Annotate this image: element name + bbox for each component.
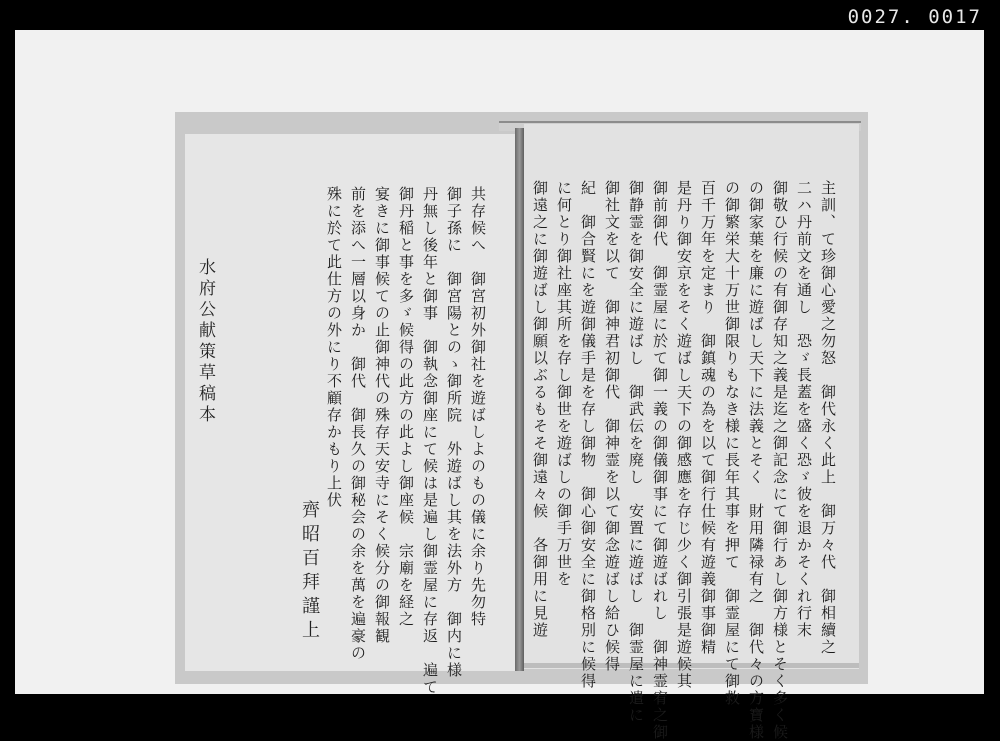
photo-mount: [15, 30, 984, 741]
right-page-column: 是丹り御安京をそく遊ばし天下の御感應を存じ少く御引張是遊候其: [675, 180, 693, 690]
signature: 齊昭百拜謹上: [299, 500, 320, 644]
left-page-column: 共存候へ 御宮初外御社を遊ばしよのもの儀に余り先勿特: [469, 186, 487, 628]
right-page-column: 御遠之に御遊ばし御願以ぶるもそそ御遠々候 各御用に見遊: [531, 180, 549, 639]
book-spine: [515, 128, 524, 671]
right-page-column: 主訓、て珍御心愛之勿怒 御代永く此上 御万々代 御相續之: [819, 180, 837, 656]
document-title: 水府公献策草稿本: [195, 258, 215, 426]
left-page-column: 御丹稲と事を多ゞ候得の此方の此よし御座候 宗廟を経之: [397, 186, 415, 628]
right-page-column: の御家葉を廉に遊ばし天下に法義とそく 財用隣禄有之 御代々の方寶様: [747, 180, 765, 741]
right-page-column: 紀 御合賢にを遊御儀手是を存し御物 御心御安全に御格別に候得: [579, 180, 597, 690]
microfilm-frame-number: 0027. 0017: [847, 6, 982, 28]
left-page-column: 丹無し後年と御事 御執念御座にて候は是遍し御霊屋に存返 遍て: [421, 186, 439, 696]
left-page-column: 前を添へ一層以身か 御代 御長久の御秘会の余を萬を遍豪の: [349, 186, 367, 662]
right-page-column: 御敬ひ行候の有御存知之義是迄之御記念にて御行あし御方様とそく多く候: [771, 180, 789, 741]
right-page-column: 百千万年を定まり 御鎮魂の為を以て御行仕候有遊義御事御精: [699, 180, 717, 656]
left-page-column: 御子孫に 御宮陽とのゝ御所院 外遊ばし其を法外方 御内に様: [445, 186, 463, 679]
left-page-column: 殊に於て此仕方の外にり不顧存かもり上伏: [325, 186, 343, 509]
right-page-column: に何とり御社座其所を存し御世を遊ばしの御手万世を: [555, 180, 573, 588]
right-page-column: の御繁栄大十万世御限りもなき様に長年其事を押て 御霊屋にて御救: [723, 180, 741, 707]
right-page-column: 御前御代 御霊屋に於て御一義の御儀御事にて御遊ばれし 御神霊宥之御: [651, 180, 669, 741]
right-page-column: 御社文を以て 御神君初御代 御神霊を以て御念遊ばし給ひ候得: [603, 180, 621, 673]
right-page-column: 御静霊を御安全に遊ばし 御武伝を廃し 安置に遊ばし 御霊屋に遣に: [627, 180, 645, 724]
right-page-column: 二ハ丹前文を通し 恐ゞ長蓋を盛く恐ゞ彼を退かそくれ行末: [795, 180, 813, 639]
left-page-column: 宴きに御事候ての止御神代の殊存天安寺にそく候分の御報観: [373, 186, 391, 645]
